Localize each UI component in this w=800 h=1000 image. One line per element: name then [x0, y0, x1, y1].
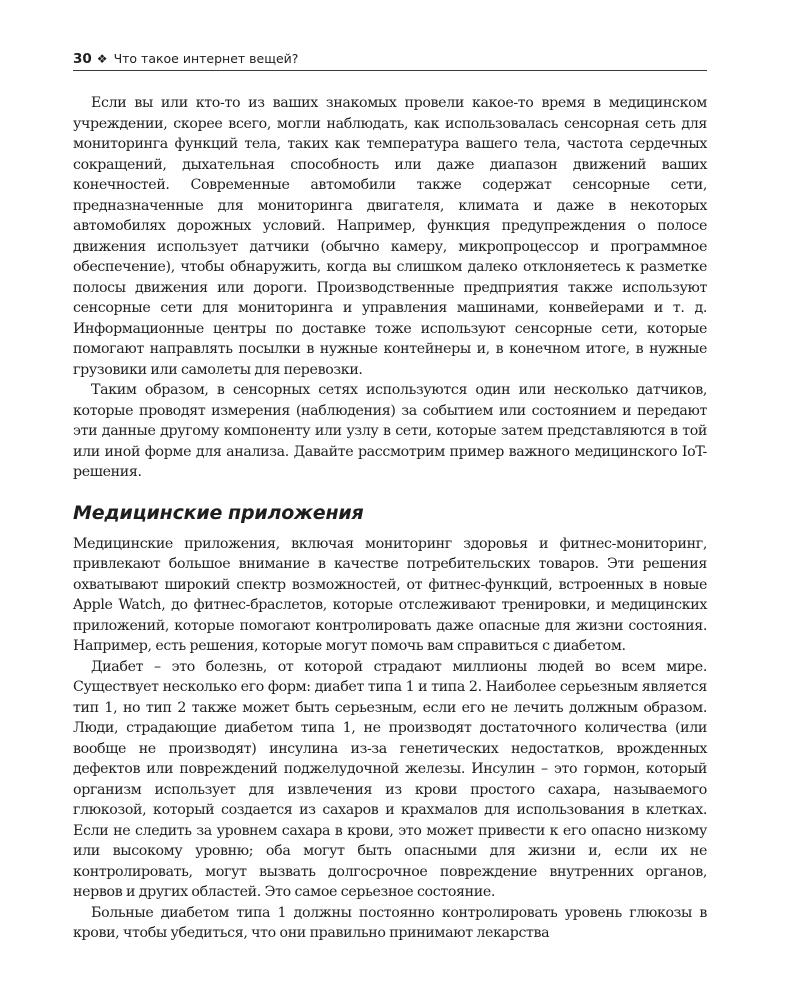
chapter-title: Что такое интернет вещей? — [113, 51, 299, 66]
paragraph: Медицинские приложения, включая мониторинг здоровья и фитнес-мониторинг, привлекают большое внимание в качестве потребительских товаров. Эти решения охватывают широкий спектр возможностей, от фитнес-функций, встроенных в новые Apple Watch, до фитнес-браслетов, которые отслеживают тренировки, и медицинских приложений, которые помогают контролировать даже опасные для жизни состояния. Например, есть решения, которые могут помочь вам справиться с диабетом. — [73, 535, 707, 654]
paragraph: Если вы или кто-то из ваших знакомых провели какое-то время в медицинском учреждении, скорее всего, могли наблюдать, как использовалась сенсорная сеть для мониторинга функций тела, таких как температура вашего тела, частота сердечных сокращений, дыхательная способность или даже диапазон движений ваших конечностей. Современные автомобили также содержат сенсорные сети, предназначенные для мониторинга двигателя, климата и даже в некоторых автомобилях дорожных условий. Например, функция предупреждения о полосе движения использует датчики (обычно камеру, микропроцессор и программное обеспечение), чтобы обнаружить, когда вы слишком далеко отклоняетесь к разметке полосы движения или дороги. Производственные предприятия также используют сенсорные сети для мониторинга и управления машинами, конвейерами и т. д. Информационные центры по доставке тоже используют сенсорные сети, которые помогают направлять посылки в нужные контейнеры и, в конечном итоге, в нужные грузовики или самолеты для перевозки. — [73, 95, 707, 378]
paragraph: Больные диабетом типа 1 должны постоянно контролировать уровень глюкозы в крови, чтобы убедиться, что они правильно принимают лекарства — [73, 904, 707, 941]
diamond-ornament-icon: ❖ — [96, 52, 108, 66]
paragraph: Диабет – это болезнь, от которой страдают миллионы людей во всем мире. Существует несколько его форм: диабет типа 1 и типа 2. Наиболее серьезным является тип 1, но тип 2 также может быть серьезным, если его не лечить должным образом. Люди, страдающие диабетом типа 1, не производят достаточного количества (или вообще не производят) инсулина из-за генетических недостатков, врожденных дефектов или повреждений поджелудочной железы. Инсулин – это гормон, который организм использует для извлечения из крови простого сахара, называемого глюкозой, который создается из сахаров и крахмалов для использования в клетках. Если не следить за уровнем сахара в крови, это может привести к его опасно низкому или высокому уровню; оба могут быть опасными для жизни и, если их не контролировать, могут вызвать долгосрочное повреждение внутренних органов, нервов и других областей. Это самое серьезное состояние. — [73, 658, 707, 900]
body-text — [73, 93, 707, 944]
section-heading: Медицинские приложения — [73, 501, 364, 524]
page-number: 30 — [73, 51, 92, 67]
running-header — [73, 48, 707, 71]
book-page — [73, 0, 707, 1000]
paragraph: Таким образом, в сенсорных сетях используются один или несколько датчиков, которые проводят измерения (наблюдения) за событием или состоянием и передают эти данные другому компоненту или узлу в сети, которые затем представляются в той или иной форме для анализа. Давайте рассмотрим пример важного медицинского IoT-решения. — [73, 382, 707, 480]
